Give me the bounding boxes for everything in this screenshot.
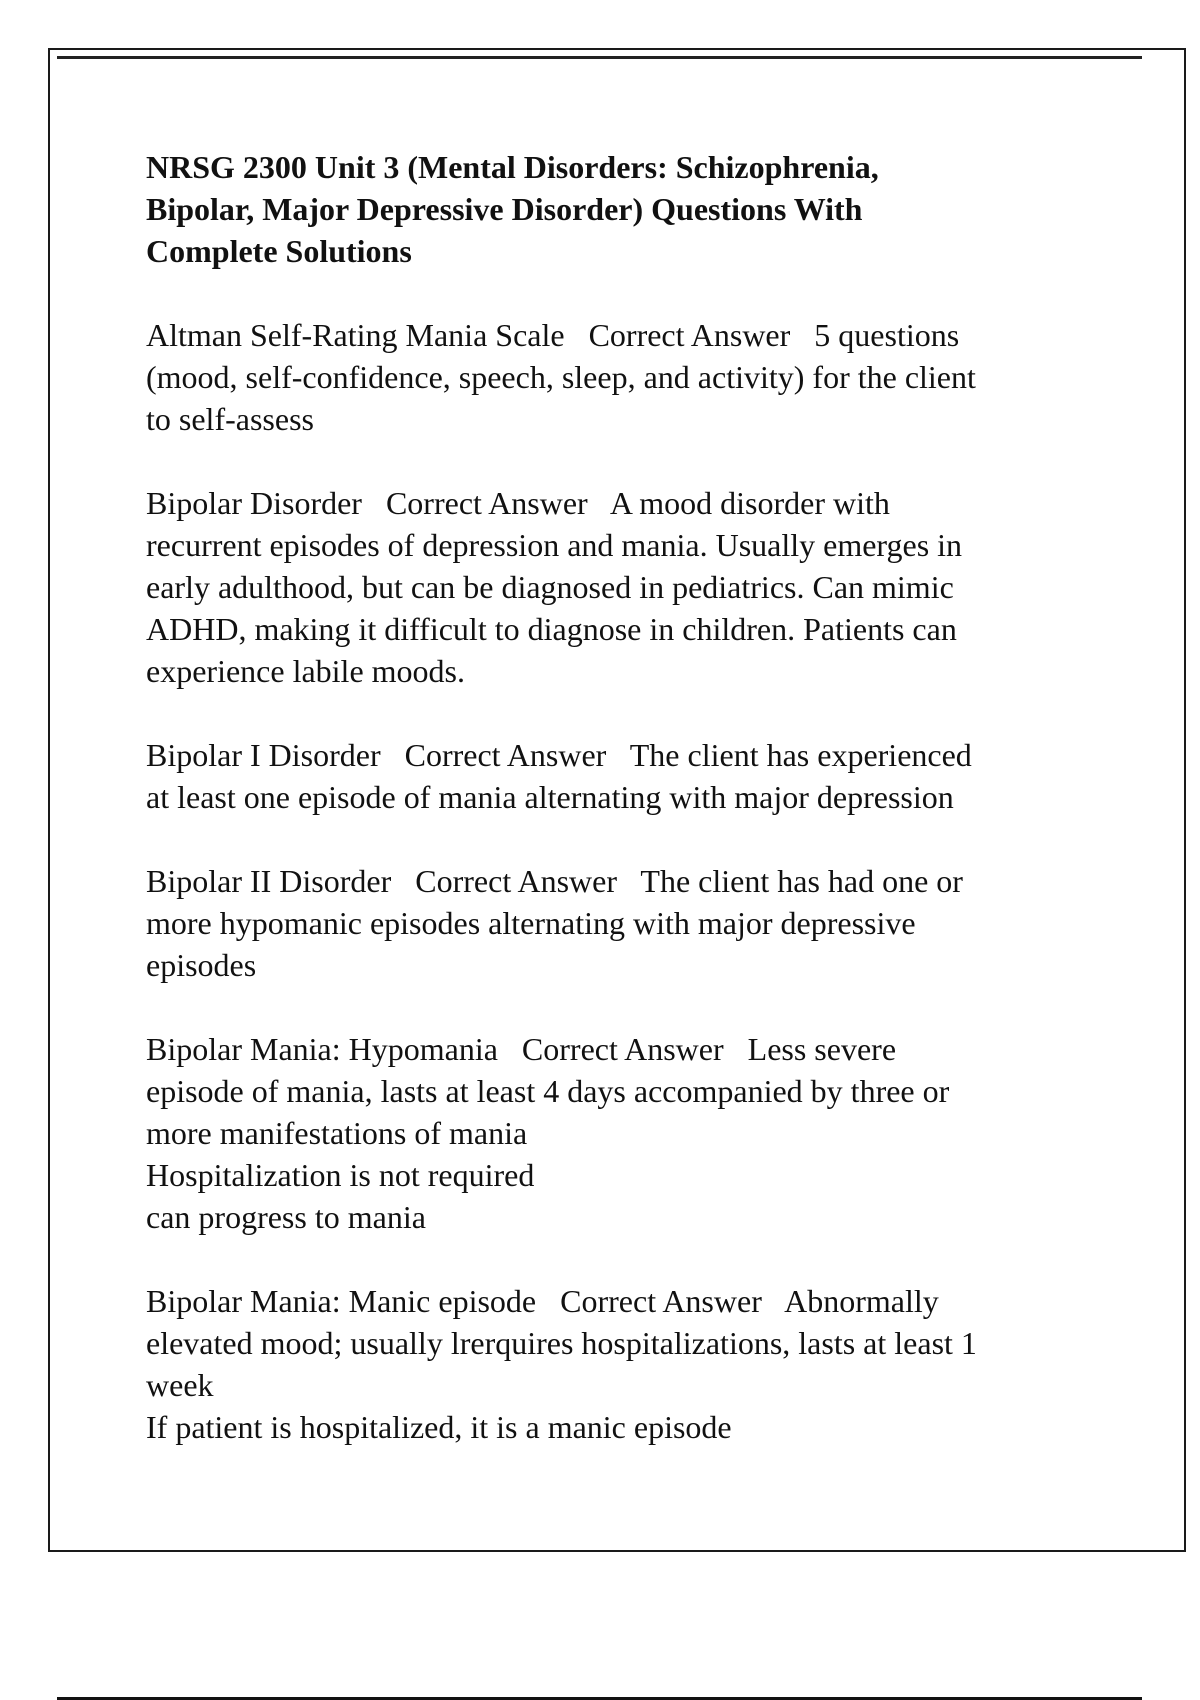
entry-line: ADHD, making it difficult to diagnose in children. Patients can bbox=[146, 611, 957, 647]
entry-hypomania bbox=[146, 1028, 1146, 1238]
entry-line: (mood, self-confidence, speech, sleep, and activity) for the client bbox=[146, 359, 976, 395]
title-line: Bipolar, Major Depressive Disorder) Questions With bbox=[146, 191, 863, 227]
entry-altman-scale bbox=[146, 314, 1146, 440]
entry-line: experience labile moods. bbox=[146, 653, 465, 689]
entry-line: Hospitalization is not required bbox=[146, 1157, 535, 1193]
document-content bbox=[146, 146, 1146, 1490]
title-line: Complete Solutions bbox=[146, 233, 412, 269]
entry-bipolar-i bbox=[146, 734, 1146, 818]
entry-line: episodes bbox=[146, 947, 257, 983]
entry-line: early adulthood, but can be diagnosed in pediatrics. Can mimic bbox=[146, 569, 954, 605]
entry-line: Bipolar Disorder Correct Answer A mood disorder with bbox=[146, 485, 890, 521]
title-line: NRSG 2300 Unit 3 (Mental Disorders: Schizophrenia, bbox=[146, 149, 879, 185]
entry-line: If patient is hospitalized, it is a manic episode bbox=[146, 1409, 732, 1445]
entry-line: to self-assess bbox=[146, 401, 314, 437]
entry-line: Bipolar I Disorder Correct Answer The client has experienced bbox=[146, 737, 972, 773]
entry-line: Bipolar Mania: Manic episode Correct Answer Abnormally bbox=[146, 1283, 939, 1319]
entry-manic-episode bbox=[146, 1280, 1146, 1448]
document-title bbox=[146, 146, 1146, 272]
entry-line: episode of mania, lasts at least 4 days accompanied by three or bbox=[146, 1073, 950, 1109]
entry-line: recurrent episodes of depression and mania. Usually emerges in bbox=[146, 527, 963, 563]
entry-line: Bipolar Mania: Hypomania Correct Answer Less severe bbox=[146, 1031, 897, 1067]
entry-line: Altman Self-Rating Mania Scale Correct Answer 5 questions bbox=[146, 317, 960, 353]
entry-bipolar-ii bbox=[146, 860, 1146, 986]
entry-line: at least one episode of mania alternating with major depression bbox=[146, 779, 954, 815]
entry-line: more manifestations of mania bbox=[146, 1115, 528, 1151]
entry-line: Bipolar II Disorder Correct Answer The client has had one or bbox=[146, 863, 963, 899]
entry-line: week bbox=[146, 1367, 214, 1403]
entry-bipolar-disorder bbox=[146, 482, 1146, 692]
entry-line: more hypomanic episodes alternating with major depressive bbox=[146, 905, 916, 941]
entry-line: elevated mood; usually lrerquires hospitalizations, lasts at least 1 bbox=[146, 1325, 977, 1361]
header-rule bbox=[57, 56, 1142, 59]
entry-line: can progress to mania bbox=[146, 1199, 426, 1235]
